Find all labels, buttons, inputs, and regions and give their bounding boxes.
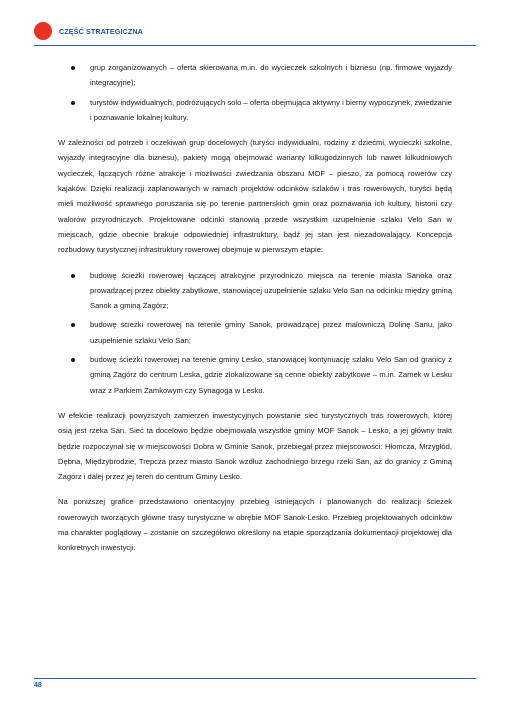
list-item (58, 352, 452, 398)
bike-infrastructure-list (58, 268, 452, 398)
paragraph: W zależności od potrzeb i oczekiwań grup docelowych (turyści indywidualni, rodziny z dziećmi, wycieczki szkolne, wyjazdy integracyjne dla biznesu), pakiety mogą obejmować warianty kilkugodzinnych lub nawet kilkudniowych wycieczek, łączących różne atrakcje i możliwości zwiedzania obszaru MOF – pieszo, za pomocą rowerów czy kajaków. Dzięki realizacji zaplanowanych w ramach projektów odcinków szlaków i tras rowerowych, turyści będą mieli możliwość sprawnego poruszania się po terenie partnerskich gmin oraz poznawania ich kultury, historii czy walorów przyrodniczych. Projektowane odcinki stanowią przede wszystkim uzupełnienie szlaku Velo San w miejscach, gdzie obecnie brakuje odpowiedniej infrastruktury, bądź jej stan jest niezadowalający. Koncepcja rozbudowy turystycznej infrastruktury rowerowej obejmuje w pierwszym etapie: (58, 138, 452, 255)
list-item (58, 95, 452, 126)
paragraph: W efekcie realizacji powyższych zamierzeń inwestycyjnych powstanie sieć turystycznych tras rowerowych, której osią jest rzeka San. Sieć ta docelowo będzie obejmowała wszystkie gminy MOF Sanok – Lesko, a jej główny trakt będzie rozpoczynał się w miejscowości Dobra w Gminie Sanok, przebiegał przez miejscowości: Hłomcza, Mrzygłód, Dębna, Międzybrodzie, Trepcza przez miasto Sanok wzdłuż zachodniego brzegu rzeki San, aż do granicy z Gminą Zagórz i dalej przez jej teren do centrum Gminy Lesko. (58, 410, 452, 482)
paragraph: Na poniższej grafice przedstawiono orientacyjny przebieg istniejących i planowanych do realizacji ścieżek rowerowych tworzących główne trasy turystyczne w obrębie MOF Sanok-Lesko. Przebieg projektowanych odcinków ma charakter poglądowy – zostanie on szczegółowo określony na etapie sporządzania dokumentacji projektowej dla konkretnych inwestycji. (58, 497, 452, 553)
list-item-text: budowę ścieżki rowerowej na terenie gminy Lesko, stanowiącej kontynuację szlaku Velo San od granicy z gminą Zagórz do centrum Leska, gdzie zlokalizowane są cenne obiekty zabytkowe – m.in. Zamek w Lesku wraz z Parkiem Zamkowym czy Synagoga w Lesku. (90, 355, 452, 395)
list-item-text: budowę ścieżki rowerowej na terenie gminy Sanok, prowadzącej przez malowniczą Dolinę Sanu, jako uzupełnienie szlaku Velo San; (90, 320, 452, 345)
header-divider (34, 45, 476, 46)
page-header (34, 22, 476, 46)
list-item (58, 268, 452, 314)
list-item-text: grup zorganizowanych – oferta skierowana m.in. do wycieczek szkolnych i biznesu (np. firmowe wyjazdy integracyjne); (90, 63, 452, 88)
page-number: 48 (34, 682, 42, 689)
list-item-text: turystów indywidualnych, podróżujących solo – oferta obejmująca aktywny i bierny wypoczynek, zwiedzanie i poznawanie lokalnej kultury. (90, 97, 452, 122)
section-title: CZĘŚĆ STRATEGICZNA (59, 27, 143, 36)
target-groups-list (58, 60, 452, 125)
footer-divider (34, 678, 476, 679)
logo-circle-icon (34, 22, 52, 40)
list-item-text: budowę ścieżki rowerowej łączącej atrakcyjne przyrodniczo miejsca na terenie miasta Sanoka oraz prowadzącej przez obiekty zabytkowe, stanowiącej uzupełnienie szlaku Velo San na odcinku między gminą Sanok a gminą Zagórz; (90, 270, 452, 311)
list-item (58, 317, 452, 348)
list-item (58, 60, 452, 91)
document-body (58, 60, 452, 566)
